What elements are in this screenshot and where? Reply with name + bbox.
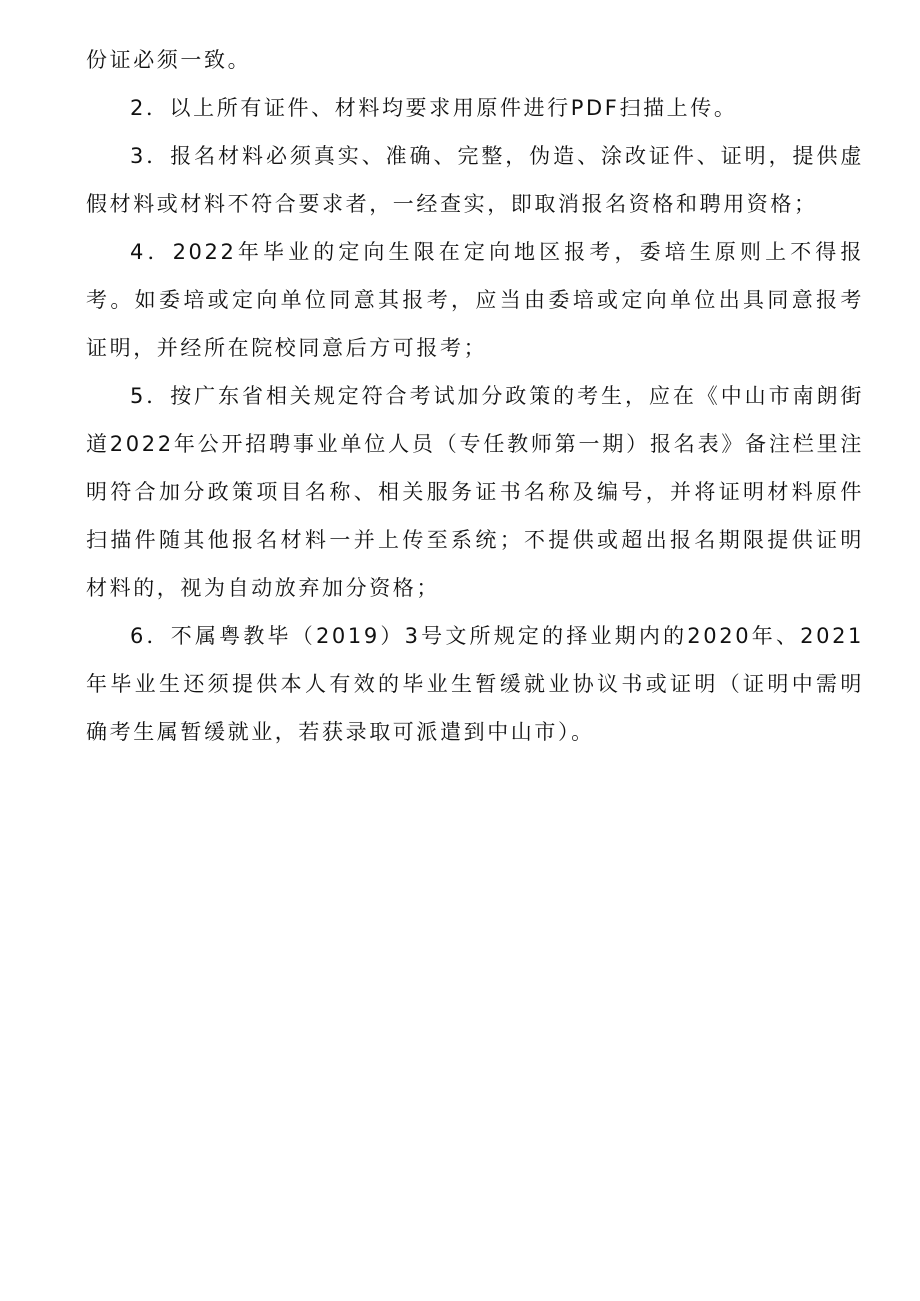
paragraph-item-3: 3．报名材料必须真实、准确、完整，伪造、涂改证件、证明，提供虚假材料或材料不符合要求者，一经查实，即取消报名资格和聘用资格；: [86, 144, 864, 216]
document-page: [86, 36, 864, 756]
paragraph-continuation: 份证必须一致。: [86, 48, 252, 72]
paragraph-item-5: 5．按广东省相关规定符合考试加分政策的考生，应在《中山市南朗街道2022年公开招聘事业单位人员（专任教师第一期）报名表》备注栏里注明符合加分政策项目名称、相关服务证书名称及编号，并将证明材料原件扫描件随其他报名材料一并上传至系统；不提供或超出报名期限提供证明材料的，视为自动放弃加分资格；: [86, 384, 864, 600]
paragraph-item-6: 6．不属粤教毕（2019）3号文所规定的择业期内的2020年、2021年毕业生还须提供本人有效的毕业生暂缓就业协议书或证明（证明中需明确考生属暂缓就业，若获录取可派遣到中山市）。: [86, 624, 864, 744]
paragraph-item-4: 4．2022年毕业的定向生限在定向地区报考，委培生原则上不得报考。如委培或定向单位同意其报考，应当由委培或定向单位出具同意报考证明，并经所在院校同意后方可报考；: [86, 240, 864, 360]
paragraph-item-2: 2．以上所有证件、材料均要求用原件进行PDF扫描上传。: [130, 96, 738, 120]
